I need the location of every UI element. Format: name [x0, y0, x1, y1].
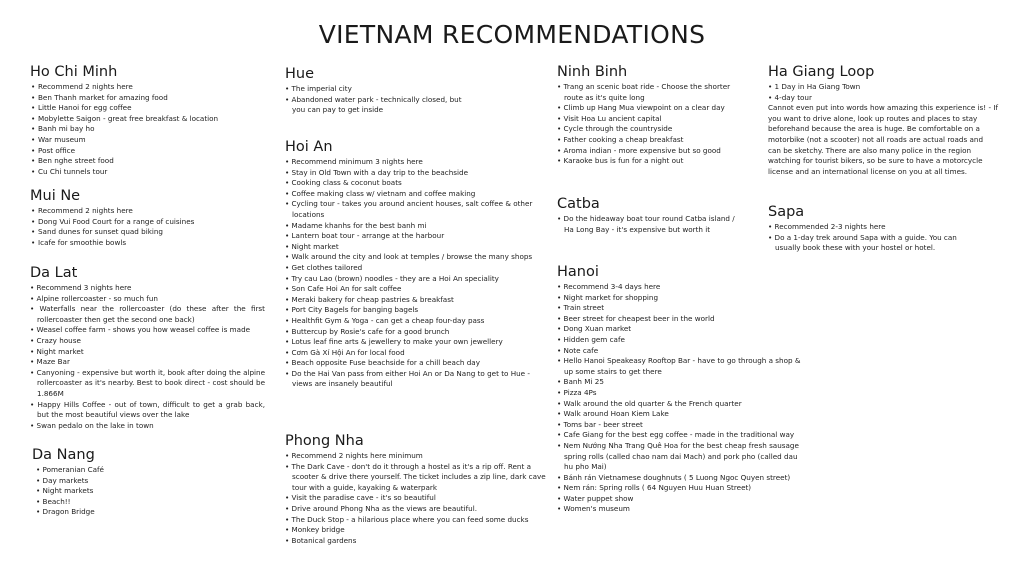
list-item: • Crazy house — [30, 336, 265, 347]
section-ninh-binh — [557, 64, 737, 167]
list-item: • Recommend 3 nights here — [30, 283, 265, 294]
section-heading: Sapa — [768, 204, 805, 220]
list-item: • Get clothes tailored — [285, 263, 535, 274]
list-item: • Coffee making class w/ vietnam and coffee making — [285, 189, 535, 200]
item-list — [557, 282, 807, 515]
list-item: • Father cooking a cheap breakfast — [557, 135, 737, 146]
list-item: • Waterfalls near the rollercoaster (do these after the first rollercoaster then get the second one back) — [30, 304, 265, 325]
section-note: Cannot even put into words how amazing this experience is! - If you want to drive alone, look up routes and places to stay beforehand because the area is huge. Be comfortable on a motorbike (not a scooter) not all roads are actual roads and can be sketchy. There are also many police in the region watching for tourist bikers, so be sure to have a motorcycle license and an international license on you at all times. — [768, 103, 998, 176]
list-item: • Toms bar - beer street — [557, 420, 807, 431]
list-item: • Abandoned water park - technically closed, but you can pay to get inside — [285, 95, 470, 116]
section-heading: Da Nang — [32, 447, 95, 463]
item-list — [285, 451, 550, 546]
list-item: • Drive around Phong Nha as the views are beautiful. — [285, 504, 550, 515]
list-item: • The Duck Stop - a hilarious place where you can feed some ducks — [285, 515, 550, 526]
section-mui-ne — [30, 188, 245, 248]
list-item: • Port City Bagels for banging bagels — [285, 305, 535, 316]
list-item: • Ben Thanh market for amazing food — [30, 93, 245, 104]
section-heading: Hue — [285, 66, 315, 82]
list-item: • Night market for shopping — [557, 293, 807, 304]
section-hanoi — [557, 264, 807, 515]
list-item: • Icafe for smoothie bowls — [30, 238, 245, 249]
item-list — [557, 82, 737, 167]
section-da-lat — [30, 265, 265, 431]
list-item: • Try cau Lao (brown) noodles - they are a Hoi An speciality — [285, 274, 535, 285]
item-list — [30, 206, 245, 248]
section-ho-chi-minh — [30, 64, 245, 177]
list-item: • Lotus leaf fine arts & jewellery to make your own jewellery — [285, 337, 535, 348]
list-item: • Cafe Giang for the best egg coffee - made in the traditional way — [557, 430, 807, 441]
list-item: • Do the Hai Van pass from either Hoi An or Da Nang to get to Hue - views are insanely beautiful — [285, 369, 535, 390]
list-item: • Visit the paradise cave - it's so beautiful — [285, 493, 550, 504]
list-item: • Do the hideaway boat tour round Catba island / Ha Long Bay - it's expensive but worth it — [557, 214, 737, 235]
list-item: • Recommend 3-4 days here — [557, 282, 807, 293]
section-heading: Hanoi — [557, 264, 599, 280]
list-item: • Madame khanhs for the best banh mi — [285, 221, 535, 232]
section-phong-nha — [285, 433, 550, 546]
section-heading: Ninh Binh — [557, 64, 628, 80]
list-item: • Healthfit Gym & Yoga - can get a cheap four-day pass — [285, 316, 535, 327]
section-heading: Da Lat — [30, 265, 78, 281]
list-item: • Cooking class & coconut boats — [285, 178, 535, 189]
list-item: • Cơm Gà Xí Hội An for local food — [285, 348, 535, 359]
list-item: • Swan pedalo on the lake in town — [30, 421, 265, 432]
list-item: • Recommend 2 nights here minimum — [285, 451, 550, 462]
section-catba — [557, 196, 737, 235]
item-list — [285, 84, 470, 116]
list-item: • Alpine rollercoaster - so much fun — [30, 294, 265, 305]
section-heading: Catba — [557, 196, 600, 212]
list-item: • Trang an scenic boat ride - Choose the shorter route as it's quite long — [557, 82, 737, 103]
item-list — [32, 465, 232, 518]
list-item: • Visit Hoa Lu ancient capital — [557, 114, 737, 125]
list-item: • The imperial city — [285, 84, 470, 95]
list-item: • Banh Mi 25 — [557, 377, 807, 388]
section-heading: Ha Giang Loop — [768, 64, 875, 80]
list-item: • Pizza 4Ps — [557, 388, 807, 399]
list-item: • Nem Nướng Nha Trang Quê Hoa for the best cheap fresh sausage spring rolls (called chao nam dai Mach) and pork pho (called dau hu pho Mai) — [557, 441, 807, 473]
list-item: • Pomeranian Café — [36, 465, 232, 476]
list-item: • Beer street for cheapest beer in the world — [557, 314, 807, 325]
item-list — [285, 157, 535, 390]
list-item: • 1 Day in Ha Giang Town — [768, 82, 998, 93]
list-item: • Monkey bridge — [285, 525, 550, 536]
list-item: • Walk around Hoan Kiem Lake — [557, 409, 807, 420]
list-item: • Buttercup by Rosie's cafe for a good brunch — [285, 327, 535, 338]
list-item: • Little Hanoi for egg coffee — [30, 103, 245, 114]
list-item: • Recommend minimum 3 nights here — [285, 157, 535, 168]
list-item: • Happy Hills Coffee - out of town, difficult to get a grab back, but the most beautiful views over the lake — [30, 400, 265, 421]
list-item: • Cu Chi tunnels tour — [30, 167, 245, 178]
list-item: • Climb up Hang Mua viewpoint on a clear day — [557, 103, 737, 114]
list-item: • Post office — [30, 146, 245, 157]
list-item: • Banh mi bay ho — [30, 124, 245, 135]
list-item: • Son Cafe Hoi An for salt coffee — [285, 284, 535, 295]
list-item: • Hidden gem cafe — [557, 335, 807, 346]
list-item: • Ben nghe street food — [30, 156, 245, 167]
list-item: • Cycle through the countryside — [557, 124, 737, 135]
list-item: • Botanical gardens — [285, 536, 550, 547]
list-item: • 4-day tour — [768, 93, 998, 104]
list-item: • Meraki bakery for cheap pastries & breakfast — [285, 295, 535, 306]
item-list — [768, 222, 968, 254]
list-item: • War museum — [30, 135, 245, 146]
list-item: • Dragon Bridge — [36, 507, 232, 518]
list-item: • Bánh rán Vietnamese doughnuts ( 5 Luong Ngoc Quyen street) — [557, 473, 807, 484]
list-item: • Lantern boat tour - arrange at the harbour — [285, 231, 535, 242]
page-title: VIETNAM RECOMMENDATIONS — [318, 20, 706, 49]
list-item: • Dong Vui Food Court for a range of cuisines — [30, 217, 245, 228]
list-item: • Beach!! — [36, 497, 232, 508]
section-heading: Mui Ne — [30, 188, 81, 204]
list-item: • Stay in Old Town with a day trip to the beachside — [285, 168, 535, 179]
list-item: • Karaoke bus is fun for a night out — [557, 156, 737, 167]
list-item: • Water puppet show — [557, 494, 807, 505]
section-ha-giang-loop — [768, 64, 998, 177]
list-item: • Day markets — [36, 476, 232, 487]
list-item: • Canyoning - expensive but worth it, book after doing the alpine rollercoaster as it's nearby. Best to book direct - cost should be 1.866M — [30, 368, 265, 400]
list-item: • Night market — [285, 242, 535, 253]
item-list — [30, 283, 265, 431]
item-list — [557, 214, 737, 235]
list-item: • Women's museum — [557, 504, 807, 515]
list-item: • The Dark Cave - don't do it through a hostel as it's a rip off. Rent a scooter & drive there yourself. The ticket includes a zip line, dark cave tour with a guide, kayaking & waterpark — [285, 462, 550, 494]
list-item: • Aroma indian - more expensive but so good — [557, 146, 737, 157]
section-heading: Phong Nha — [285, 433, 364, 449]
section-heading: Hoi An — [285, 139, 333, 155]
section-heading: Ho Chi Minh — [30, 64, 118, 80]
section-hoi-an — [285, 139, 535, 390]
list-item: • Mobylette Saigon - great free breakfast & location — [30, 114, 245, 125]
list-item: • Note cafe — [557, 346, 807, 357]
list-item: • Sand dunes for sunset quad biking — [30, 227, 245, 238]
list-item: • Maze Bar — [30, 357, 265, 368]
section-hue — [285, 66, 470, 116]
list-item: • Recommended 2-3 nights here — [768, 222, 968, 233]
list-item: • Beach opposite Fuse beachside for a chill beach day — [285, 358, 535, 369]
list-item: • Train street — [557, 303, 807, 314]
list-item: • Nem rán: Spring rolls ( 64 Nguyen Huu Huan Street) — [557, 483, 807, 494]
list-item: • Do a 1-day trek around Sapa with a guide. You can usually book these with your hostel or hotel. — [768, 233, 968, 254]
list-item: • Night market — [30, 347, 265, 358]
list-item: • Dong Xuan market — [557, 324, 807, 335]
section-sapa — [768, 204, 968, 254]
item-list — [30, 82, 245, 177]
section-da-nang — [32, 447, 232, 518]
list-item: • Weasel coffee farm - shows you how weasel coffee is made — [30, 325, 265, 336]
list-item: • Walk around the old quarter & the French quarter — [557, 399, 807, 410]
list-item: • Walk around the city and look at temples / browse the many shops — [285, 252, 535, 263]
list-item: • Recommend 2 nights here — [30, 206, 245, 217]
list-item: • Recommend 2 nights here — [30, 82, 245, 93]
list-item: • Hello Hanoi Speakeasy Rooftop Bar - have to go through a shop & up some stairs to get there — [557, 356, 807, 377]
list-item: • Night markets — [36, 486, 232, 497]
list-item: • Cycling tour - takes you around ancient houses, salt coffee & other locations — [285, 199, 535, 220]
item-list — [768, 82, 998, 103]
